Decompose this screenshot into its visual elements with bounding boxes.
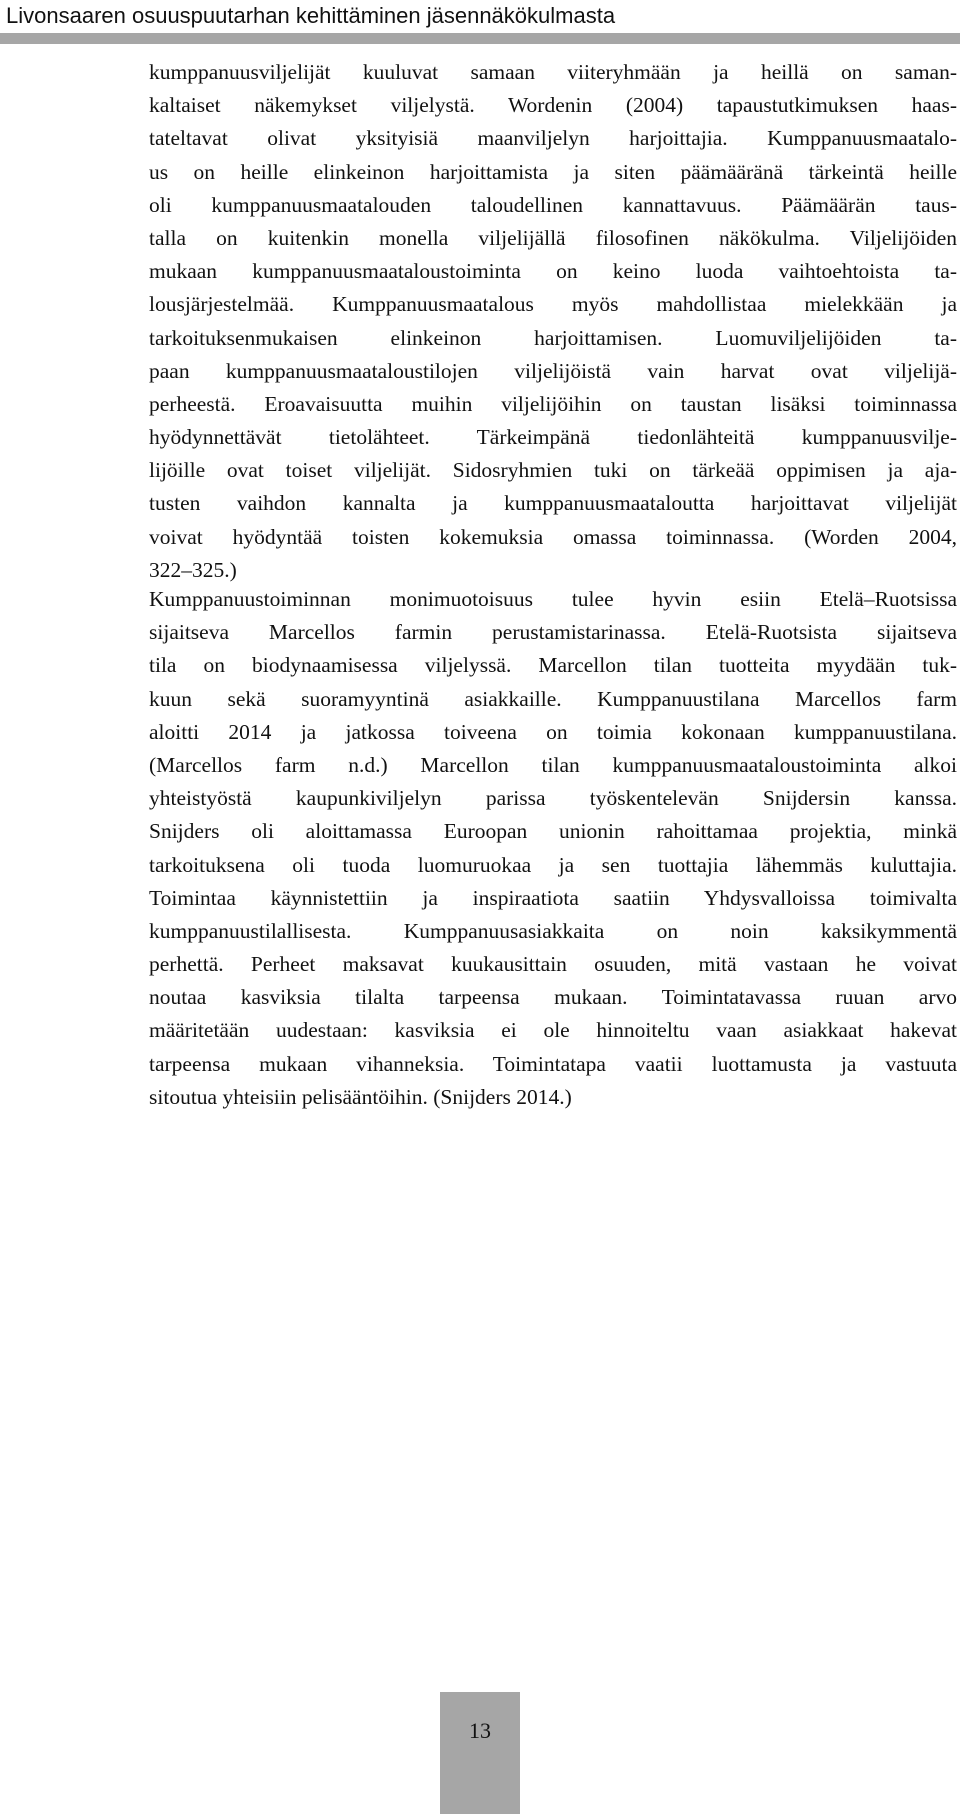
paragraph-line: talla on kuitenkin monella viljelijällä filosofinen näkökulma. Viljelijöiden — [149, 225, 957, 250]
paragraph — [149, 56, 957, 587]
paragraph-line: Snijders oli aloittamassa Euroopan unionin rahoittamaa projektia, minkä — [149, 819, 957, 844]
paragraph-line: lousjärjestelmää. Kumppanuusmaatalous myös mahdollistaa mielekkään ja — [149, 292, 957, 317]
paragraph-line: sitoutua yhteisiin pelisääntöihin. (Snijders 2014.) — [149, 1084, 572, 1109]
paragraph-line: tarkoituksenmukaisen elinkeinon harjoittamisen. Luomuviljelijöiden ta- — [149, 325, 957, 350]
paragraph-line: voivat hyödyntää toisten kokemuksia omassa toiminnassa. (Worden 2004, — [149, 524, 957, 549]
paragraph-line: (Marcellos farm n.d.) Marcellon tilan kumppanuusmaataloustoiminta alkoi — [149, 752, 957, 777]
running-header — [0, 0, 960, 46]
paragraph-line: kuun sekä suoramyyntinä asiakkaille. Kumppanuustilana Marcellos farm — [149, 686, 957, 711]
paragraph-line: Kumppanuustoiminnan monimuotoisuus tulee hyvin esiin Etelä–Ruotsissa — [149, 587, 957, 611]
paragraph-line: aloitti 2014 ja jatkossa toiveena on toimia kokonaan kumppanuustilana. — [149, 719, 957, 744]
paragraph-line: tarkoituksena oli tuoda luomuruokaa ja sen tuottajia lähemmäs kuluttajia. — [149, 852, 957, 877]
paragraph-line: tateltavat olivat yksityisiä maanviljelyn harjoittajia. Kumppanuusmaatalo- — [149, 126, 957, 151]
document-title: Livonsaaren osuuspuutarhan kehittäminen jäsennäkökulmasta — [6, 3, 616, 28]
paragraph-line: sijaitseva Marcellos farmin perustamistarinassa. Etelä-Ruotsista sijaitseva — [149, 620, 957, 645]
paragraph-line: määritetään uudestaan: kasviksia ei ole hinnoiteltu vaan asiakkaat hakevat — [149, 1018, 957, 1043]
paragraph-line: perheestä. Eroavaisuutta muihin viljelijöihin on taustan lisäksi toiminnassa — [149, 391, 957, 416]
paragraph-line: us on heille elinkeinon harjoittamista ja siten päämääränä tärkeintä heille — [149, 159, 957, 184]
paragraph-line: kaltaiset näkemykset viljelystä. Wordenin (2004) tapaustutkimuksen haas- — [149, 93, 957, 118]
header-rule — [0, 33, 960, 44]
paragraph-line: Toimintaa käynnistettiin ja inspiraatiota saatiin Yhdysvalloissa toimivalta — [149, 885, 957, 910]
paragraph-line: tila on biodynaamisessa viljelyssä. Marcellon tilan tuotteita myydään tuk- — [149, 653, 957, 678]
page-number: 13 — [469, 1718, 491, 1743]
paragraph-line: tusten vaihdon kannalta ja kumppanuusmaataloutta harjoittavat viljelijät — [149, 491, 957, 516]
paragraph-line: lijöille ovat toiset viljelijät. Sidosryhmien tuki on tärkeää oppimisen ja aja- — [149, 458, 957, 483]
paragraph-line: 322–325.) — [149, 557, 237, 582]
paragraph-line: hyödynnettävät tietolähteet. Tärkeimpänä tiedonlähteitä kumppanuusvilje- — [149, 425, 957, 450]
paragraph-line: oli kumppanuusmaatalouden taloudellinen kannattavuus. Päämäärän taus- — [149, 192, 957, 217]
paragraph-line: yhteistyöstä kaupunkiviljelyn parissa työskentelevän Snijdersin kanssa. — [149, 786, 957, 811]
paragraph — [149, 583, 957, 1114]
paragraph-line: noutaa kasviksia tilalta tarpeensa mukaan. Toimintatavassa ruuan arvo — [149, 985, 957, 1010]
paragraph-line: tarpeensa mukaan vihanneksia. Toimintatapa vaatii luottamusta ja vastuuta — [149, 1051, 957, 1076]
paragraph-line: mukaan kumppanuusmaataloustoiminta on keino luoda vaihtoehtoista ta- — [149, 259, 957, 284]
paragraph-line: paan kumppanuusmaataloustilojen viljelijöistä vain harvat ovat viljelijä- — [149, 358, 957, 383]
paragraph-line: perhettä. Perheet maksavat kuukausittain osuuden, mitä vastaan he voivat — [149, 952, 957, 977]
page-number-box — [440, 1692, 520, 1814]
paragraph-line: kumppanuusviljelijät kuuluvat samaan viiteryhmään ja heillä on saman- — [149, 60, 957, 84]
paragraph-line: kumppanuustilallisesta. Kumppanuusasiakkaita on noin kaksikymmentä — [149, 918, 957, 943]
